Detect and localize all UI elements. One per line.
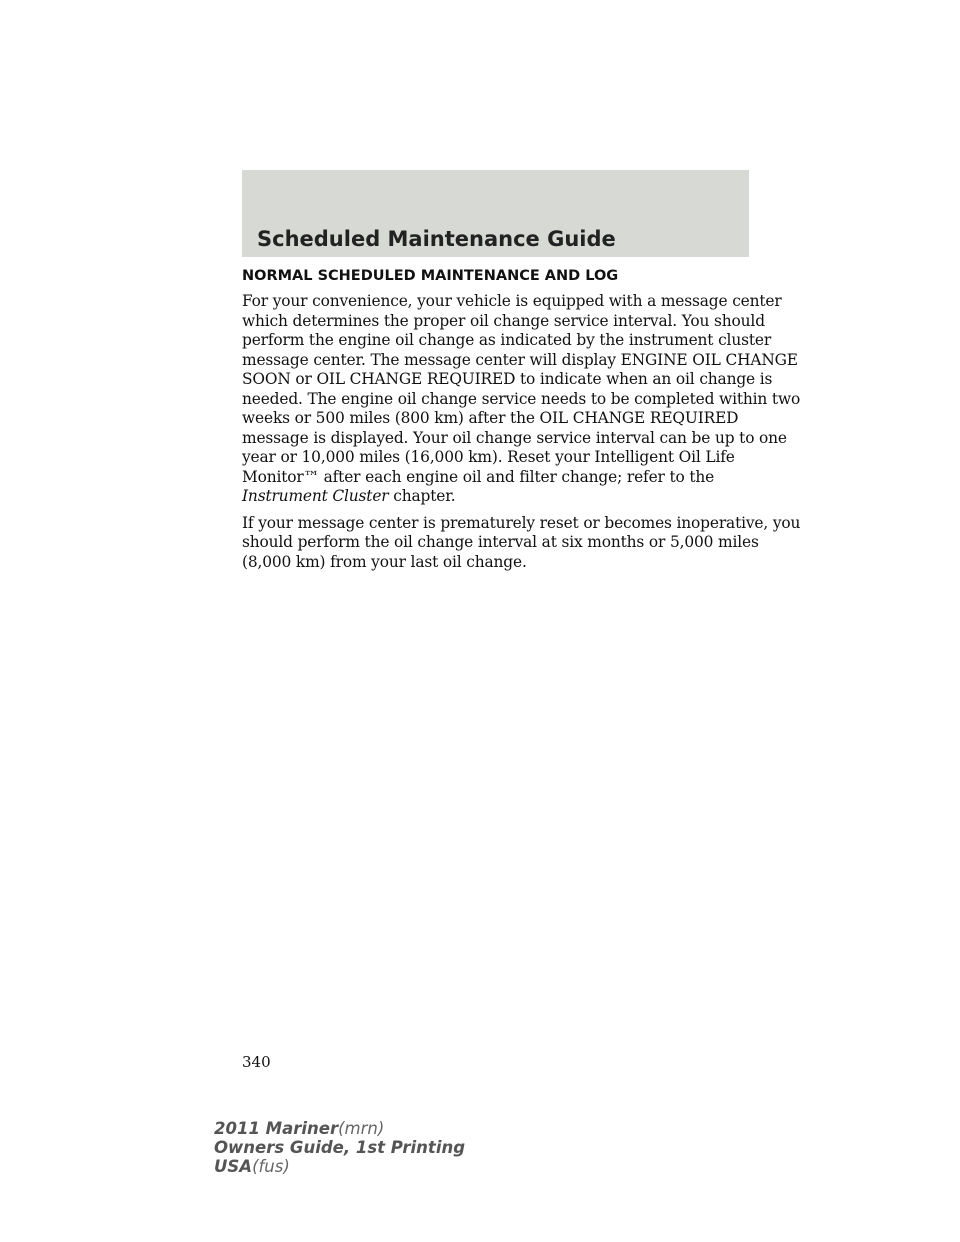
text-line: perform the engine oil change as indicated by the instrument cluster [242,331,772,349]
header-band [242,170,749,257]
text-line: SOON or OIL CHANGE REQUIRED to indicate when an oil change is [242,370,773,388]
page-number: 340 [242,1053,271,1071]
text-line: weeks or 500 miles (800 km) after the OIL CHANGE REQUIRED [242,409,739,427]
chapter-reference-tail: chapter. [393,487,456,505]
text-line: which determines the proper oil change service interval. You should [242,311,765,330]
chapter-reference: Instrument Cluster [242,487,389,505]
paragraph-oil-change-interval [242,292,801,507]
footer-region-code: (fus) [252,1157,290,1176]
text-line-reference [242,487,762,507]
text-line: message center. The message center will display ENGINE OIL CHANGE [242,350,798,369]
footer-line-model [214,1119,465,1138]
text-line: year or 10,000 miles (16,000 km). Reset your Intelligent Oil Life [242,448,735,466]
print-footer [214,1119,465,1176]
text-line: For your convenience, your vehicle is equipped with a message center [242,292,782,310]
text-line: If your message center is prematurely reset or becomes inoperative, you [242,513,801,532]
section-heading: NORMAL SCHEDULED MAINTENANCE AND LOG [242,268,619,284]
footer-model-code: (mrn) [338,1119,385,1138]
footer-line-printing [214,1138,465,1157]
text-line: needed. The engine oil change service needs to be completed within two [242,389,801,408]
text-line: should perform the oil change interval at six months or 5,000 miles [242,533,759,551]
main-content [242,264,801,579]
footer-region: USA [214,1157,253,1176]
footer-printing: Owners Guide, 1st Printing [214,1138,466,1157]
paragraph-inoperative-message-center [242,513,801,573]
text-line: message is displayed. Your oil change service interval can be up to one [242,428,787,447]
footer-model: 2011 Mariner [214,1119,339,1138]
text-line: (8,000 km) from your last oil change. [242,552,527,571]
text-line: Monitor™ after each engine oil and filter change; refer to the [242,467,715,486]
page-title: Scheduled Maintenance Guide [257,227,616,251]
footer-line-region [214,1157,465,1176]
